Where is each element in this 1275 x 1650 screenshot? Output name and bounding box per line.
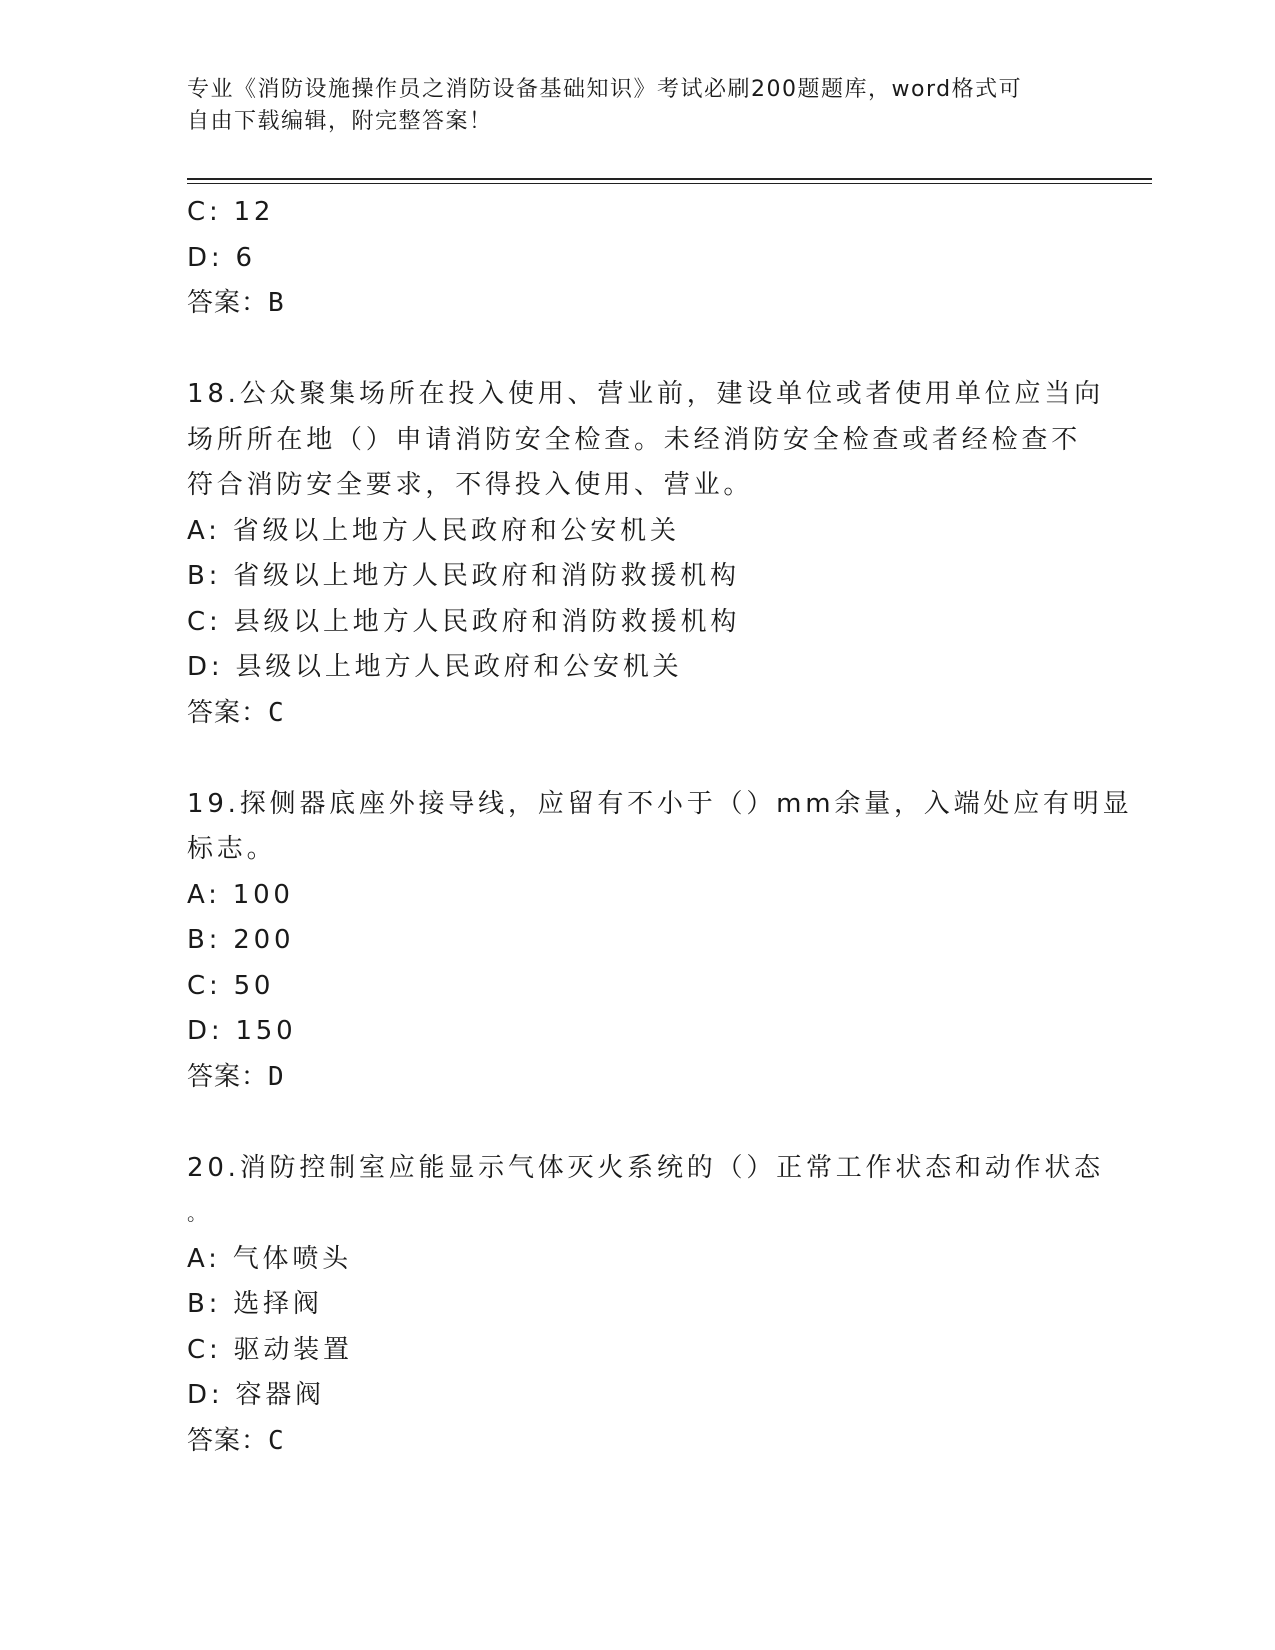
spacer [187,1100,1087,1146]
question-list [187,190,1133,1464]
question-stem-line: 。 [187,1201,211,1225]
option-c: C: 驱动装置 [187,1334,353,1365]
question-stem-line: 符合消防安全要求，不得投入使用、营业。 [187,470,754,500]
option-b: B: 200 [187,925,295,955]
document-header [187,74,1087,138]
option-a: A: 100 [187,879,294,910]
question-stem-line: 20.消防控制室应能显示气体灭火系统的（）正常工作状态和动作状态 [187,1152,1104,1183]
question-stem-line: 场所所在地（）申请消防安全检查。未经消防安全检查或者经检查不 [187,424,1082,455]
option-d: D: 容器阀 [187,1380,325,1410]
question-19 [187,782,1133,1101]
question-stem-line: 19.探侧器底座外接导线，应留有不小于（）mm余量，入端处应有明显 [187,788,1133,819]
option-a: A: 省级以上地方人民政府和公安机关 [187,515,680,546]
header-divider-thick [187,178,1152,180]
answer-line: 答案：B [187,288,285,318]
header-divider-thin [187,183,1152,184]
answer-line: 答案：C [187,697,285,728]
option-d: D: 6 [187,242,256,273]
answer-line: 答案：D [187,1061,285,1092]
question-stem-line: 18.公众聚集场所在投入使用、营业前，建设单位或者使用单位应当向 [187,379,1104,409]
option-c: C: 12 [187,197,275,227]
question-stem-line: 标志。 [187,834,277,864]
option-a: A: 气体喷头 [187,1243,352,1274]
header-title-line-1: 专业《消防设施操作员之消防设备基础知识》考试必刷200题题库，word格式可 [187,77,1023,102]
option-d: D: 150 [187,1016,297,1046]
spacer [187,327,1087,373]
option-d: D: 县级以上地方人民政府和公安机关 [187,652,683,682]
question-20 [187,1146,1104,1465]
option-b: B: 选择阀 [187,1289,323,1319]
question-18 [187,372,1104,736]
question-fragment [187,190,1087,327]
spacer [187,736,1087,782]
header-title-line-2: 自由下载编辑，附完整答案！ [187,109,493,134]
option-c: C: 50 [187,970,275,1001]
answer-line: 答案：C [187,1425,285,1456]
option-c: C: 县级以上地方人民政府和消防救援机构 [187,606,741,637]
option-b: B: 省级以上地方人民政府和消防救援机构 [187,561,740,591]
